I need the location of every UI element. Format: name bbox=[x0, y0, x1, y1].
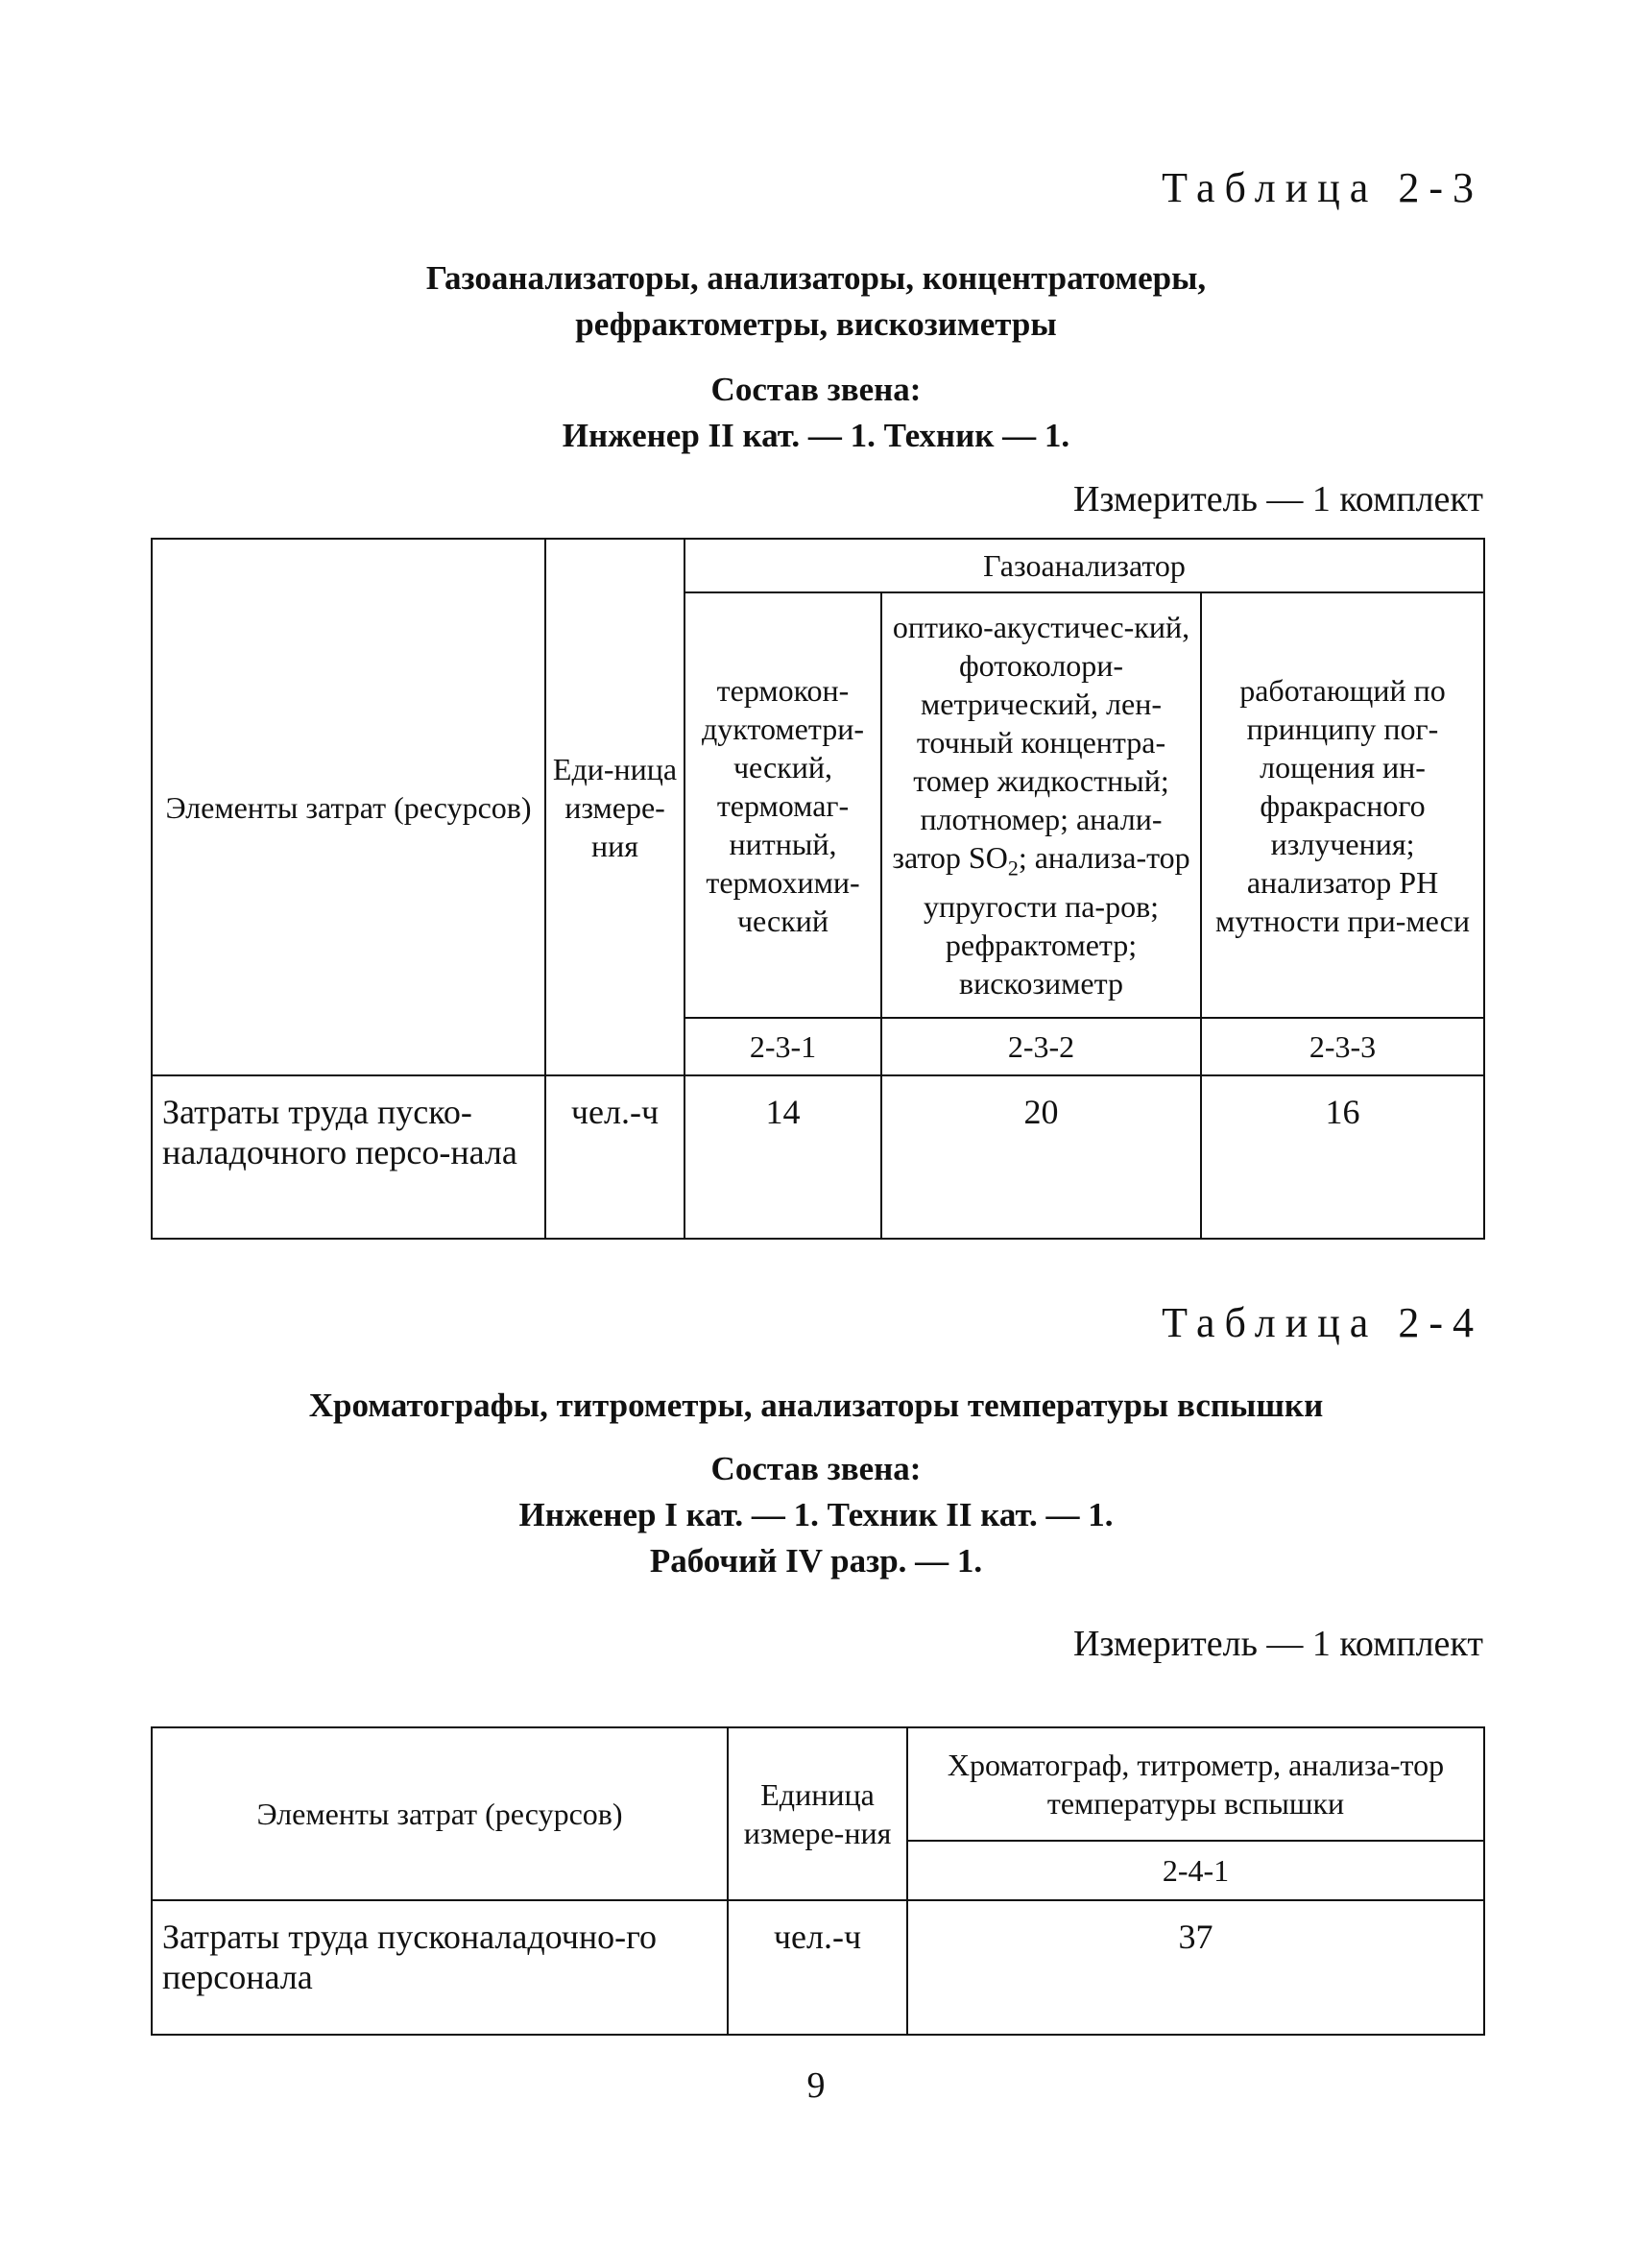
crew-line-2: Рабочий IV разр. — 1. bbox=[649, 1542, 983, 1580]
header-col-2-text-cont: ; анализа-тор упругости па-ров; рефрактометр; вискозиметр bbox=[923, 839, 1190, 1001]
crew-title: Состав звена: bbox=[710, 371, 922, 408]
page-number: 9 bbox=[806, 2065, 826, 2106]
table-2-4-label: Таблица 2-4 bbox=[1162, 1299, 1483, 1346]
header-elements: Элементы затрат (ресурсов) bbox=[152, 1727, 728, 1900]
table-2-3-title-line1: Газоанализаторы, анализаторы, концентратомеры, bbox=[425, 259, 1207, 297]
row-value-1: 14 bbox=[684, 1075, 881, 1239]
header-elements: Элементы затрат (ресурсов) bbox=[152, 539, 545, 1075]
table-2-3-title-line2: рефрактометры, вискозиметры bbox=[575, 305, 1057, 343]
table-2-3-measure: Измеритель — 1 комплект bbox=[1072, 479, 1483, 519]
crew-title: Состав звена: bbox=[710, 1450, 922, 1487]
row-value-3: 16 bbox=[1201, 1075, 1484, 1239]
table-2-3-title bbox=[192, 255, 1440, 348]
header-col-2-text: оптико-акустичес-кий, фотоколори-метрический, лен-точный концентра-томер жидкостный; плотномер; анали-затор SO bbox=[892, 609, 1190, 875]
row-label: Затраты труда пусконаладочно-го персонала bbox=[152, 1900, 728, 2035]
row-value-1: 37 bbox=[907, 1900, 1484, 2035]
crew-line-1: Инженер I кат. — 1. Техник II кат. — 1. bbox=[518, 1496, 1114, 1533]
table-2-4-crew bbox=[192, 1446, 1440, 1584]
code-3: 2-3-3 bbox=[1201, 1018, 1484, 1075]
code-1: 2-4-1 bbox=[907, 1841, 1484, 1900]
table-2-4-measure: Измеритель — 1 комплект bbox=[1072, 1624, 1483, 1664]
header-col-1: термокон-дуктометри-ческий, термомаг-нитный, термохими-ческий bbox=[684, 592, 881, 1018]
table-2-4 bbox=[151, 1726, 1485, 2036]
header-unit: Еди-ница измере-ния bbox=[545, 539, 684, 1075]
table-2-4-title: Хроматографы, титрометры, анализаторы температуры вспышки bbox=[308, 1387, 1324, 1424]
row-label: Затраты труда пуско-наладочного персо-нала bbox=[152, 1075, 545, 1239]
row-value-2: 20 bbox=[881, 1075, 1201, 1239]
row-unit: чел.-ч bbox=[545, 1075, 684, 1239]
code-2: 2-3-2 bbox=[881, 1018, 1201, 1075]
row-unit: чел.-ч bbox=[728, 1900, 907, 2035]
header-col-2-subscript: 2 bbox=[1007, 856, 1019, 881]
crew-members: Инженер II кат. — 1. Техник — 1. bbox=[562, 417, 1070, 454]
header-unit: Единица измере-ния bbox=[728, 1727, 907, 1900]
header-group: Газоанализатор bbox=[684, 539, 1484, 592]
table-2-3-crew bbox=[192, 367, 1440, 459]
header-col-3: работающий по принципу пог-лощения ин-фракрасного излучения; анализатор PH мутности при-меси bbox=[1201, 592, 1484, 1018]
header-col-2 bbox=[881, 592, 1201, 1018]
table-2-3-label: Таблица 2-3 bbox=[1162, 164, 1483, 211]
table-2-3 bbox=[151, 538, 1485, 1240]
header-group: Хроматограф, титрометр, анализа-тор температуры вспышки bbox=[907, 1727, 1484, 1841]
code-1: 2-3-1 bbox=[684, 1018, 881, 1075]
